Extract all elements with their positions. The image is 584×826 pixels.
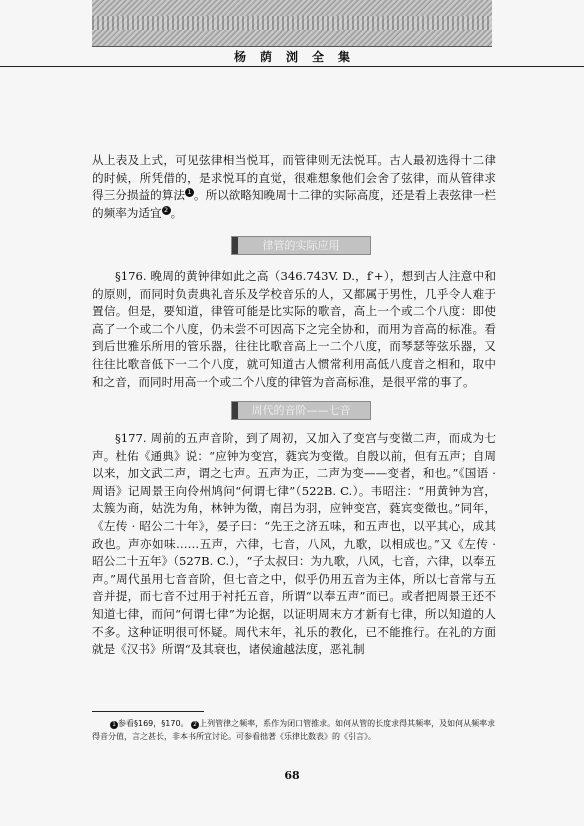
footnotes: [92, 717, 496, 743]
footnote-mark-1: 1: [110, 721, 118, 729]
footnote-ref-1: 1: [185, 188, 194, 197]
footnote-rule: [92, 711, 204, 712]
running-header-title: 杨荫浏全集: [233, 50, 364, 64]
page-number: 68: [284, 769, 300, 782]
paragraph-text: 。: [170, 205, 183, 220]
section-heading-pipe-application: 律管的实际应用: [231, 236, 371, 255]
paragraph-text: 。所以欲略知晚周十二律的实际高度，还是看上表弦律一栏的频率为适宜: [92, 188, 496, 220]
paragraph-176: §176. 晚周的黄钟律如此之高（346.743V. D.，f′+），想到古人注意中和的原则，而同时负责典礼音乐及学校音乐的人，又都属于男性，几乎令人难于置信。但是，要知道，律管可能是比实际的歌音，高上一个或二个八度：即使高了一个或二个八度，仍未尝不可因高下之完全协和，而用为音高的标准。看到后世雅乐所用的管乐器，往往比歌音高上一二个八度，而琴瑟等弦乐器，又往往比歌音低下一二个八度，就可知道古人惯常利用高低八度音之相和，取中和之音，而同时用高一个或二个八度的律管为音高标准，是很平常的事了。: [92, 269, 496, 389]
header-decoration: [92, 0, 492, 47]
paragraph-text: 从上表及上式，可见弦律相当悦耳，而管律则无法悦耳。古人最初选得十二律的时候，所凭借的，是求悦耳的直觉，很难想象他们会舍了弦律，而从管律求得三分损益的算法: [92, 153, 496, 203]
footnote-text-2: 上列管律之频率，系作为闭口管推求。如何从管的长度求得其频率，及如何从频率求得音分值，言之甚长，非本书所宜讨论。可参看拙著《乐律比数表》的《引言》。: [92, 719, 496, 741]
footnote-text-1: 参看§169，§170。: [118, 719, 189, 728]
section-heading-zhou-scale: 周代的音阶——七音: [231, 401, 371, 420]
paragraph-177: §177. 周前的五声音阶，到了周初，又加入了变宫与变徵二声，而成为七声。杜佑《通典》说：“应钟为变宫，蕤宾为变徵。自殷以前，但有五声；自周以来，加文武二声，谓之七声。五声为正，二声为变——变者，和也。”《国语 · 周语》记周景王向伶州鸠问“何谓七律”（522B. C.）。韦昭注：“用黄钟为宫，太簇为商，姑洗为角，林钟为徵，南吕为羽，应钟变宫，蕤宾变徵也。”同年，《左传 · 昭公二十年》，晏子曰：“先王之济五味，和五声也，以平其心，成其政也。声亦如味……五声，六律，七音，八风，九歌，以相成也。”又《左传 · 昭公二十五年》（527B. C.），“子太叔曰：为九歌，八风，七音，六律，以奉五声。”周代虽用七音音阶，但七音之中，似乎仍用五音为主体，所以七音常与五音并提，而七音不过用于衬托五音，所谓“以奉五声”而已。或者把周景王还不知道七律，而问“何谓七律”为论据，以证明周末方才新有七律，所以知道的人不多。这种证明很可怀疑。周代末年，礼乐的教化，已不能推行。在礼的方面就是《汉书》所谓“及其衰也，诸侯逾越法度，恶礼制: [92, 431, 496, 657]
footnote-ref-2: 2: [162, 206, 171, 215]
header-decoration-band: [92, 16, 492, 30]
header-rule: [0, 66, 584, 67]
footnote-mark-2: 2: [191, 721, 199, 729]
paragraph-intro: [92, 152, 496, 222]
